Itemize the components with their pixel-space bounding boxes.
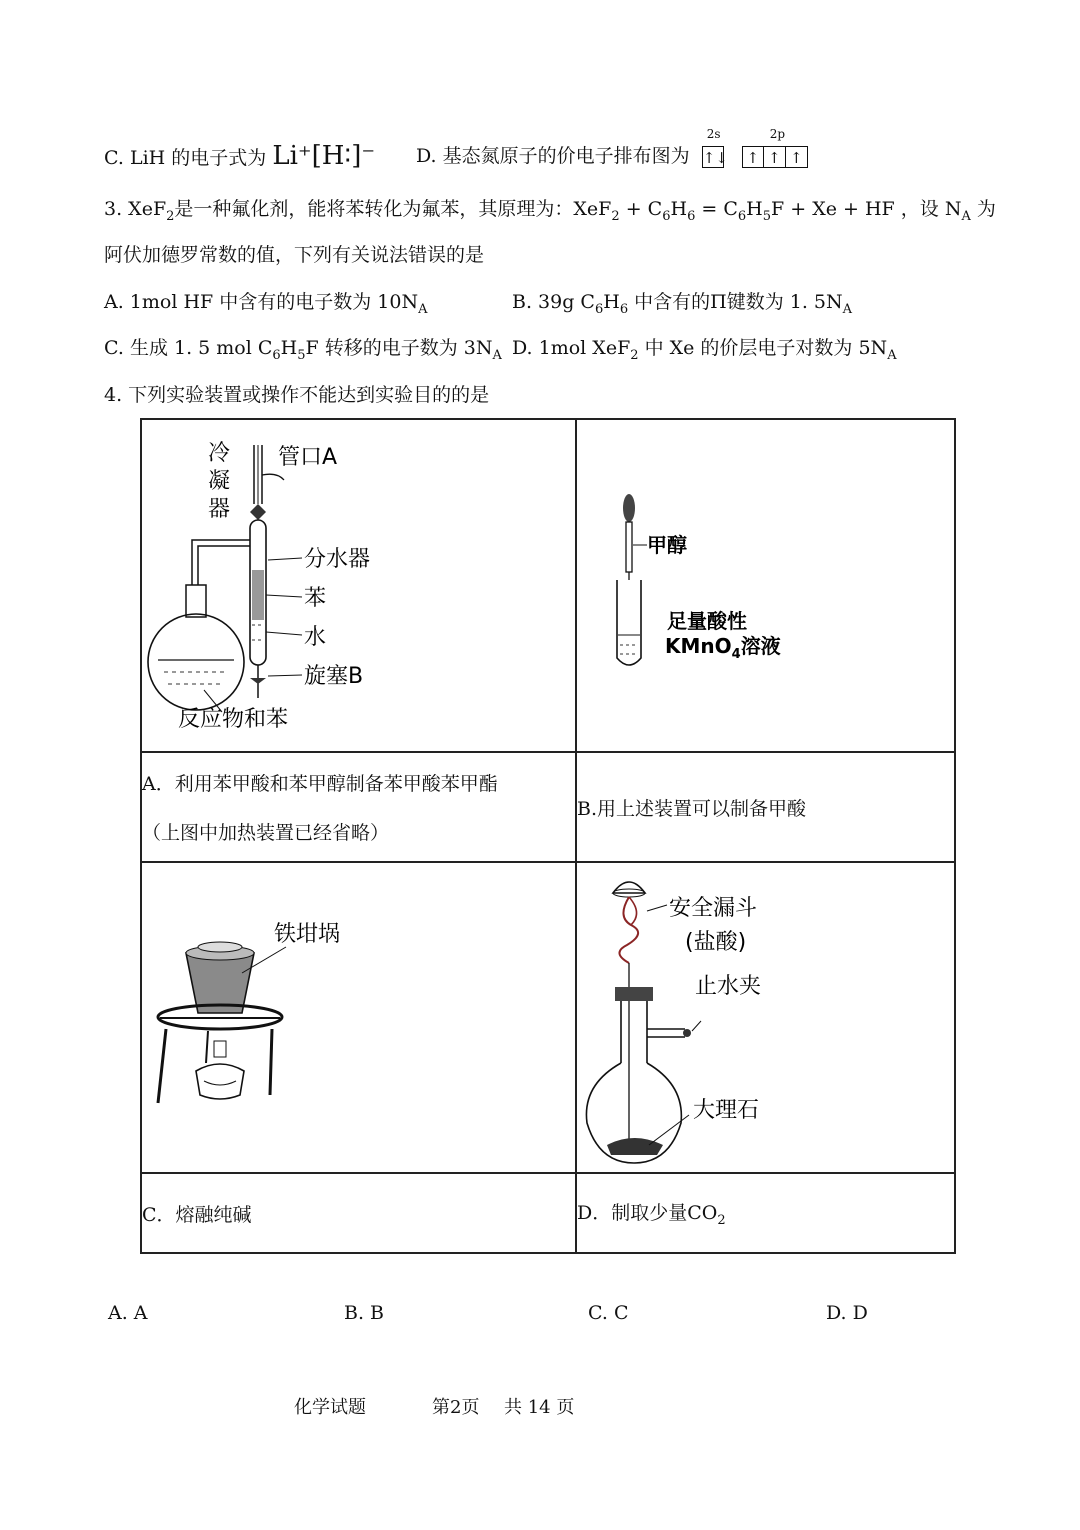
- figure-a-cell: [141, 419, 576, 752]
- label-water: 水: [304, 625, 327, 650]
- footer-total: 共 14 页: [504, 1397, 575, 1418]
- q2-option-c: C. LiH 的电子式为 Li⁺[H∶]⁻: [104, 141, 376, 171]
- label-flask: 反应物和苯: [178, 707, 289, 732]
- q3-option-d: D. 1mol XeF$_2$ 中 Xe 的价层电子对数为 $5N_A$: [512, 337, 897, 363]
- figure-c-crucible: [142, 863, 575, 1168]
- q3-option-c: C. 生成 1. 5 mol $C_6H_5F$ 转移的电子数为 $3N_A$: [104, 337, 502, 363]
- caption-b: B.用上述装置可以制备甲酸: [576, 752, 955, 862]
- label-marble: 大理石: [693, 1098, 760, 1123]
- label-stopcock-b: 旋塞B: [304, 664, 364, 689]
- orbital-2s: 2s ↑↓: [702, 127, 728, 167]
- caption-a: A．利用苯甲酸和苯甲醇制备苯甲酸苯甲酯 （上图中加热装置已经省略）: [141, 752, 576, 862]
- orbital-box: ↑: [742, 146, 764, 168]
- label-condenser-1: 冷: [208, 441, 231, 466]
- answer-option-a[interactable]: A. A: [108, 1302, 148, 1324]
- figure-a-dean-stark: [142, 420, 575, 747]
- figure-d-cell: [576, 862, 955, 1173]
- label-kmno4-2: KMnO$_4$溶液: [665, 634, 781, 662]
- q4-apparatus-table: [140, 418, 956, 1254]
- answer-option-c[interactable]: C. C: [588, 1302, 629, 1324]
- caption-c: C．熔融纯碱: [141, 1173, 576, 1253]
- lih-electron-formula: Li⁺[H∶]⁻: [272, 141, 376, 171]
- label-separator: 分水器: [304, 547, 371, 572]
- answer-option-d[interactable]: D. D: [826, 1302, 868, 1324]
- orbital-box: ↑: [764, 146, 786, 168]
- label-safety-funnel: 安全漏斗: [669, 896, 758, 921]
- label-condenser-3: 器: [208, 497, 231, 522]
- q3-stem: 3. XeF$_2$是一种氟化剂，能将苯转化为氟苯，其原理为：$XeF_2 + C_6H_6 = C_6H_5F + Xe$ + HF ，设 $N_A$ 为: [104, 198, 996, 224]
- q3-stem-2: 阿伏加德罗常数的值，下列有关说法错误的是: [104, 244, 485, 266]
- label-hydrochloric-acid: (盐酸): [685, 930, 747, 955]
- label-port-a: 管口A: [278, 445, 338, 470]
- figure-d-co2-generator: [577, 863, 954, 1168]
- figure-b-cell: [576, 419, 955, 752]
- label-water-clamp: 止水夹: [695, 974, 762, 999]
- caption-d: D．制取少量$CO_2$: [576, 1173, 955, 1253]
- q2-option-d: D. 基态氮原子的价电子排布图为 2s ↑↓ 2p ↑ ↑ ↑: [416, 146, 808, 168]
- figure-c-cell: [141, 862, 576, 1173]
- footer-page: 第2页: [432, 1397, 480, 1418]
- label-benzene: 苯: [304, 586, 327, 611]
- footer-subject: 化学试题: [294, 1397, 366, 1418]
- orbital-box: ↑↓: [702, 146, 724, 168]
- label-kmno4-1: 足量酸性: [667, 609, 747, 633]
- label-condenser-2: 凝: [208, 469, 231, 494]
- answer-option-b[interactable]: B. B: [344, 1302, 385, 1324]
- figure-b-oxidation: [577, 420, 954, 747]
- label-methanol: 甲醇: [647, 533, 687, 557]
- label-iron-crucible: 铁坩埚: [274, 922, 341, 947]
- orbital-box: ↑: [786, 146, 808, 168]
- q3-option-b: B. 39g $C_6H_6$ 中含有的Π键数为 1. $5N_A$: [512, 291, 853, 317]
- q3-option-a: A. 1mol HF 中含有的电子数为 $10N_A$: [104, 291, 428, 317]
- q4-stem: 4. 下列实验装置或操作不能达到实验目的的是: [104, 384, 490, 406]
- orbital-2p: 2p ↑ ↑ ↑: [742, 146, 808, 168]
